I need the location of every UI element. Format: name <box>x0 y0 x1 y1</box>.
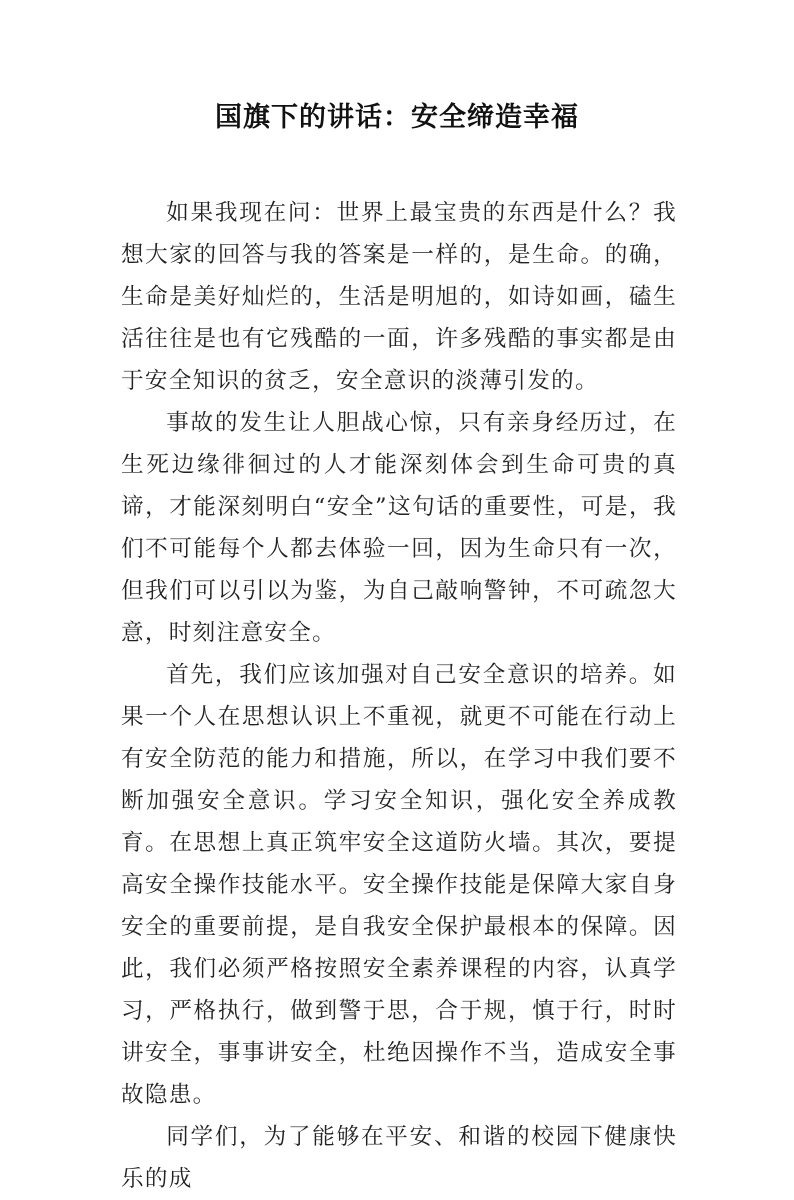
document-body <box>121 192 677 1200</box>
paragraph: 同学们，为了能够在平安、和谐的校园下健康快乐的成 <box>121 1124 677 1192</box>
document-title: 国旗下的讲话：安全缔造幸福 <box>215 102 579 133</box>
paragraph: 事故的发生让人胆战心惊，只有亲身经历过，在生死边缘徘徊过的人才能深刻体会到生命可贵的真谛，才能深刻明白“安全”这句话的重要性，可是，我们不可能每个人都去体验一回，因为生命只有一次，但我们可以引以为鉴，为自己敲响警钟，不可疏忽大意，时刻注意安全。 <box>121 410 677 646</box>
paragraph: 如果我现在问：世界上最宝贵的东西是什么？我想大家的回答与我的答案是一样的，是生命。的确，生命是美好灿烂的，生活是明旭的，如诗如画，磕生活往往是也有它残酷的一面，许多残酷的事实都是由于安全知识的贫乏，安全意识的淡薄引发的。 <box>121 200 677 394</box>
paragraph: 首先，我们应该加强对自己安全意识的培养。如果一个人在思想认识上不重视，就更不可能在行动上有安全防范的能力和措施，所以，在学习中我们要不断加强安全意识。学习安全知识，强化安全养成教育。在思想上真正筑牢安全这道防火墙。其次，要提高安全操作技能水平。安全操作技能是保障大家自身安全的重要前提，是自我安全保护最根本的保障。因此，我们必须严格按照安全素养课程的内容，认真学习，严格执行，做到警于思，合于规，慎于行，时时讲安全，事事讲安全，杜绝因操作不当，造成安全事故隐患。 <box>121 662 677 1108</box>
